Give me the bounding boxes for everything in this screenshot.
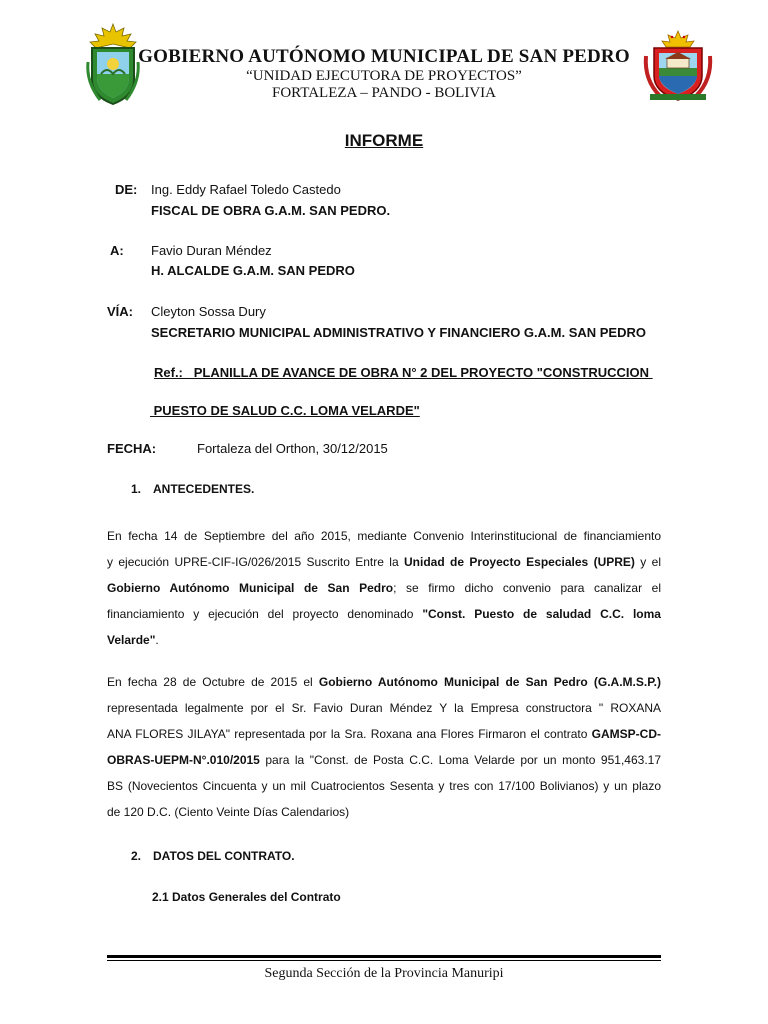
a-name: Favio Duran Méndez (151, 243, 272, 258)
de-name: Ing. Eddy Rafael Toledo Castedo (151, 182, 341, 197)
section-2-number: 2. (131, 849, 142, 863)
section-2-title: DATOS DEL CONTRATO. (153, 849, 295, 863)
via-label: VÍA: (107, 304, 133, 319)
text-line: representada legalmente por el Sr. Favio Duran Méndez Y la Empresa constructora " ROXANA (107, 701, 661, 715)
text-line: En fecha 28 de Octubre de 2015 el Gobierno Autónomo Municipal de San Pedro (G.A.M.S.P.) (107, 675, 661, 689)
footer-rule-thin (107, 960, 661, 961)
de-position: FISCAL DE OBRA G.A.M. SAN PEDRO. (151, 203, 391, 218)
text-line: y ejecución UPRE-CIF-IG/026/2015 Suscrito Entre la Unidad de Proyecto Especiales (UPRE) y el (107, 555, 661, 569)
footer-text: Segunda Sección de la Provincia Manuripi (264, 966, 504, 981)
de-label: DE: (115, 182, 138, 197)
via-name: Cleyton Sossa Dury (151, 304, 266, 319)
reference-line-1: Ref.: PLANILLA DE AVANCE DE OBRA N° 2 DEL PROYECTO "CONSTRUCCION (154, 365, 653, 380)
fecha-label: FECHA: (107, 441, 157, 456)
text-line: BS (Novecientos Cincuenta y un mil Cuatrocientos Sesenta y tres con 17/100 Bolivianos) y un plazo (107, 779, 661, 793)
text-line: ANA FLORES JILAYA" representada por la Sra. Roxana ana Flores Firmaron el contrato GAMSP-CD- (107, 727, 661, 741)
a-label: A: (110, 243, 124, 258)
antecedentes-paragraph-2 (107, 669, 661, 825)
text-line: de 120 D.C. (Ciento Veinte Días Calendarios) (107, 805, 350, 819)
section-1-title: ANTECEDENTES. (153, 482, 255, 496)
a-position: H. ALCALDE G.A.M. SAN PEDRO (151, 263, 355, 278)
organization-name: GOBIERNO AUTÓNOMO MUNICIPAL DE SAN PEDRO (138, 46, 630, 67)
document-title: INFORME (344, 131, 424, 150)
text-line: OBRAS-UEPM-N°.010/2015 para la "Const. de Posta C.C. Loma Velarde por un monto 951,463.17 (107, 753, 661, 767)
footer-rule (107, 955, 661, 958)
via-position: SECRETARIO MUNICIPAL ADMINISTRATIVO Y FINANCIERO G.A.M. SAN PEDRO (151, 325, 646, 340)
reference-line-2: PUESTO DE SALUD C.C. LOMA VELARDE" (150, 403, 420, 418)
antecedentes-paragraph-1 (107, 523, 661, 653)
location-line: FORTALEZA – PANDO - BOLIVIA (271, 85, 496, 101)
text-line: Velarde". (107, 633, 159, 647)
section-1-number: 1. (131, 482, 142, 496)
text-line: financiamiento y ejecución del proyecto denominado "Const. Puesto de saludad C.C. loma (107, 607, 661, 621)
fecha-value: Fortaleza del Orthon, 30/12/2015 (197, 441, 388, 456)
subsection-2-1-title: 2.1 Datos Generales del Contrato (152, 890, 341, 904)
text-line: Gobierno Autónomo Municipal de San Pedro; se firmo dicho convenio para canalizar el (107, 581, 661, 595)
text-line: En fecha 14 de Septiembre del año 2015, mediante Convenio Interinstitucional de financiamiento (107, 529, 661, 543)
unit-name: “UNIDAD EJECUTORA DE PROYECTOS” (246, 68, 522, 84)
